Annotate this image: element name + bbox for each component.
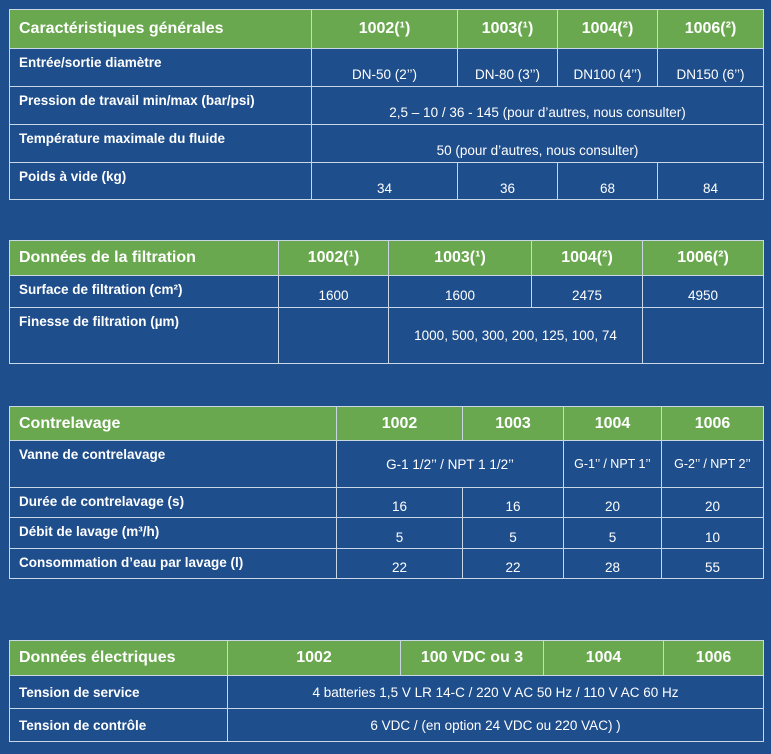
table-cell: 22 (337, 549, 463, 579)
table-cell: 10 (662, 518, 764, 549)
backwash-table (9, 406, 764, 579)
filtration-table (9, 240, 764, 364)
row-label: Pression de travail min/max (bar/psi) (10, 87, 312, 125)
table-cell: DN-50 (2’’) (312, 49, 458, 87)
table-cell: G-2’’ / NPT 2’’ (662, 441, 764, 488)
table-cell: 68 (558, 163, 658, 200)
table-cell: 50 (pour d’autres, nous consulter) (312, 125, 764, 163)
header-cell: 1003(¹) (389, 241, 532, 276)
header-cell: 1002 (228, 641, 401, 676)
empty-cell (279, 308, 389, 364)
header-cell: 1006(²) (643, 241, 764, 276)
table-cell: DN-80 (3’’) (458, 49, 558, 87)
table-cell: 1600 (389, 276, 532, 308)
header-cell: 1004(²) (558, 10, 658, 49)
table-cell: 84 (658, 163, 764, 200)
general-characteristics-table (9, 9, 764, 200)
header-cell: Données de la filtration (10, 241, 279, 276)
row-label: Tension de contrôle (10, 709, 228, 742)
header-cell: Données électriques (10, 641, 228, 676)
table-cell: 5 (564, 518, 662, 549)
header-cell: 1004 (544, 641, 664, 676)
header-cell: 1002(¹) (312, 10, 458, 49)
row-label: Débit de lavage (m³/h) (10, 518, 337, 549)
row-label: Durée de contrelavage (s) (10, 488, 337, 518)
empty-cell (643, 308, 764, 364)
table-cell: 55 (662, 549, 764, 579)
table-cell: G-1 1/2’’ / NPT 1 1/2’’ (337, 441, 564, 488)
row-label: Vanne de contrelavage (10, 441, 337, 488)
header-cell: Contrelavage (10, 407, 337, 441)
table-cell: G-1’’ / NPT 1’’ (564, 441, 662, 488)
table-cell: 2,5 – 10 / 36 - 145 (pour d’autres, nous consulter) (312, 87, 764, 125)
table-cell: 5 (463, 518, 564, 549)
header-cell: Caractéristiques générales (10, 10, 312, 49)
table-cell: 4 batteries 1,5 V LR 14-C / 220 V AC 50 Hz / 110 V AC 60 Hz (228, 676, 764, 709)
header-cell: 1002 (337, 407, 463, 441)
header-cell: 1006 (664, 641, 764, 676)
row-label: Poids à vide (kg) (10, 163, 312, 200)
table-cell: DN100 (4’’) (558, 49, 658, 87)
table-cell: 34 (312, 163, 458, 200)
table-cell: 20 (662, 488, 764, 518)
table-cell: 22 (463, 549, 564, 579)
electrical-table (9, 640, 764, 742)
table-cell: 20 (564, 488, 662, 518)
row-label: Température maximale du fluide (10, 125, 312, 163)
table-cell: DN150 (6’’) (658, 49, 764, 87)
row-label: Consommation d’eau par lavage (l) (10, 549, 337, 579)
table-cell: 28 (564, 549, 662, 579)
header-cell: 1003(¹) (458, 10, 558, 49)
table-cell: 4950 (643, 276, 764, 308)
table-cell: 16 (463, 488, 564, 518)
table-cell: 36 (458, 163, 558, 200)
header-cell: 1006(²) (658, 10, 764, 49)
row-label: Entrée/sortie diamètre (10, 49, 312, 87)
table-cell: 5 (337, 518, 463, 549)
table-cell: 6 VDC / (en option 24 VDC ou 220 VAC) ) (228, 709, 764, 742)
table-cell: 2475 (532, 276, 643, 308)
header-cell: 1002(¹) (279, 241, 389, 276)
header-cell: 1006 (662, 407, 764, 441)
table-cell: 16 (337, 488, 463, 518)
table-cell: 1000, 500, 300, 200, 125, 100, 74 (389, 308, 643, 364)
row-label: Surface de filtration (cm²) (10, 276, 279, 308)
table-cell: 1600 (279, 276, 389, 308)
header-cell: 100 VDC ou 3 (401, 641, 544, 676)
row-label: Tension de service (10, 676, 228, 709)
header-cell: 1004 (564, 407, 662, 441)
header-cell: 1003 (463, 407, 564, 441)
row-label: Finesse de filtration (µm) (10, 308, 279, 364)
header-cell: 1004(²) (532, 241, 643, 276)
